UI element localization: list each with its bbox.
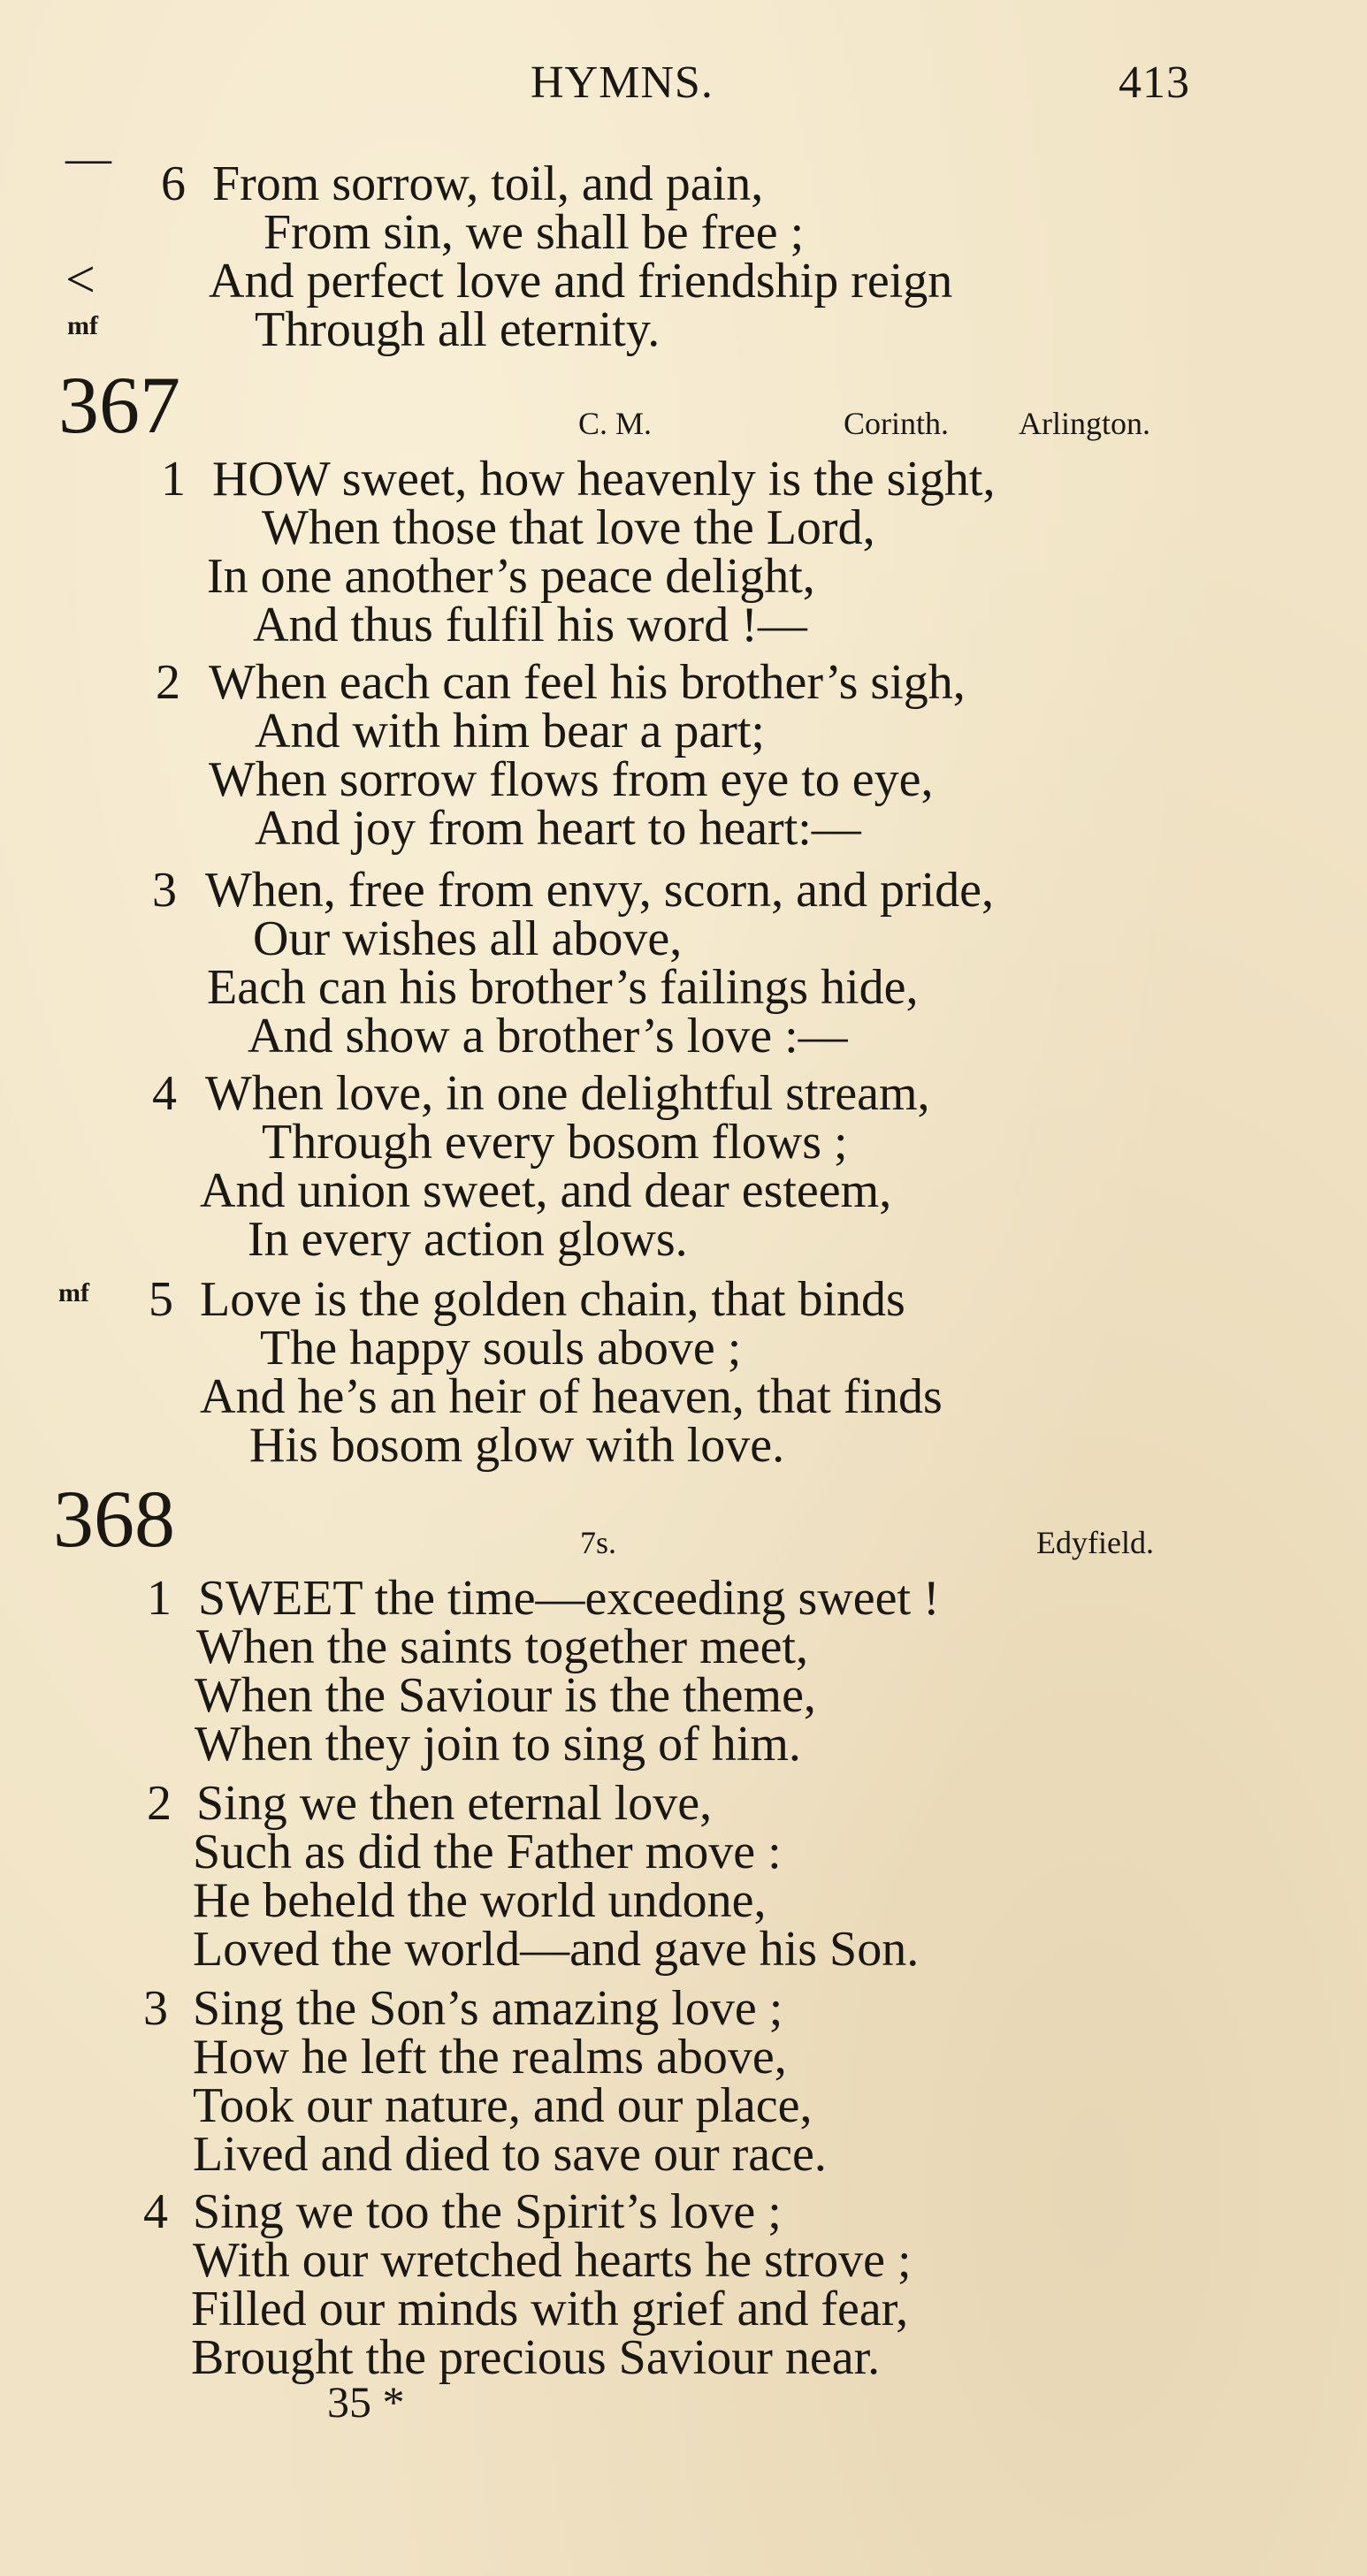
verse-line: He beheld the world undone, <box>193 1873 767 1928</box>
hymn-meter: C. M. <box>578 406 653 441</box>
verse-line: When they join to sing of him. <box>195 1717 801 1772</box>
verse-line: From sorrow, toil, and pain, <box>212 156 764 211</box>
stanza-number: 2 <box>147 1776 172 1831</box>
page-number: 413 <box>1119 57 1190 108</box>
verse-line: Love is the golden chain, that binds <box>200 1272 905 1327</box>
tune-name: Corinth. <box>844 406 950 441</box>
verse-line: And joy from heart to heart:— <box>255 801 861 856</box>
verse-line: SWEET the time—exceeding sweet ! <box>198 1571 940 1626</box>
crescendo-mark: < <box>65 250 95 309</box>
verse-line: Loved the world—and gave his Son. <box>193 1922 920 1977</box>
verse-line: When each can feel his brother’s sigh, <box>209 655 966 710</box>
tune-name: Arlington. <box>1019 406 1150 441</box>
verse-line: Lived and died to save our race. <box>193 2127 827 2182</box>
stanza-number: 3 <box>143 1981 168 2036</box>
verse-line: Each can his brother’s failings hide, <box>207 960 919 1015</box>
hymn-number: 367 <box>58 360 180 450</box>
verse-line: When the saints together meet, <box>196 1620 808 1674</box>
dynamic-mark: — <box>65 133 111 184</box>
verse-line: Took our nature, and our place, <box>193 2078 813 2133</box>
verse-line: In one another’s peace delight, <box>207 549 815 604</box>
stanza-number: 3 <box>152 863 177 918</box>
verse-line: And with him bear a part; <box>255 704 765 758</box>
verse-line: His bosom glow with love. <box>249 1418 785 1473</box>
stanza-number: 5 <box>149 1272 173 1327</box>
verse-line: Sing we too the Spirit’s love ; <box>193 2184 782 2239</box>
stanza-number: 1 <box>161 452 186 507</box>
verse-line: And show a brother’s love :— <box>248 1009 848 1063</box>
hymn-number: 368 <box>53 1474 175 1564</box>
verse-line: And perfect love and friendship reign <box>209 254 953 309</box>
running-head: HYMNS. <box>531 57 714 108</box>
stanza-number: 1 <box>147 1571 172 1626</box>
hymn-meter: 7s. <box>580 1525 617 1560</box>
verse-line: HOW sweet, how heavenly is the sight, <box>212 452 996 507</box>
verse-line: How he left the realms above, <box>193 2030 787 2084</box>
verse-line: Through all eternity. <box>255 302 661 357</box>
dynamic-mark: mf <box>67 311 98 340</box>
verse-line: With our wretched hearts he strove ; <box>193 2233 912 2288</box>
verse-line: And he’s an heir of heaven, that finds <box>200 1369 943 1424</box>
verse-line: From sin, we shall be free ; <box>263 205 805 260</box>
dynamic-mark: mf <box>58 1278 89 1307</box>
verse-line: Sing the Son’s amazing love ; <box>193 1981 783 2036</box>
stanza-number: 6 <box>161 156 186 211</box>
verse-line: When sorrow flows from eye to eye, <box>209 752 934 807</box>
verse-line: Through every bosom flows ; <box>262 1115 848 1170</box>
verse-line: Filled our minds with grief and fear, <box>191 2282 909 2336</box>
verse-line: And thus fulfil his word !— <box>253 598 807 652</box>
verse-line: When love, in one delightful stream, <box>205 1066 930 1121</box>
verse-line: Sing we then eternal love, <box>196 1776 713 1831</box>
verse-line: When those that love the Lord, <box>262 500 875 555</box>
stanza-number: 4 <box>152 1066 177 1121</box>
tune-name: Edyfield. <box>1036 1525 1154 1560</box>
verse-line: The happy souls above ; <box>260 1321 742 1376</box>
verse-line: When the Saviour is the theme, <box>195 1668 816 1723</box>
verse-line: Brought the precious Saviour near. <box>191 2330 881 2385</box>
signature-mark: 35 * <box>327 2377 405 2427</box>
verse-line: And union sweet, and dear esteem, <box>200 1163 892 1218</box>
stanza-number: 2 <box>156 655 180 710</box>
verse-line: In every action glows. <box>248 1212 688 1267</box>
verse-line: Our wishes all above, <box>253 911 683 966</box>
stanza-number: 4 <box>143 2184 168 2239</box>
verse-line: Such as did the Father move : <box>193 1825 782 1879</box>
verse-line: When, free from envy, scorn, and pride, <box>205 863 995 918</box>
